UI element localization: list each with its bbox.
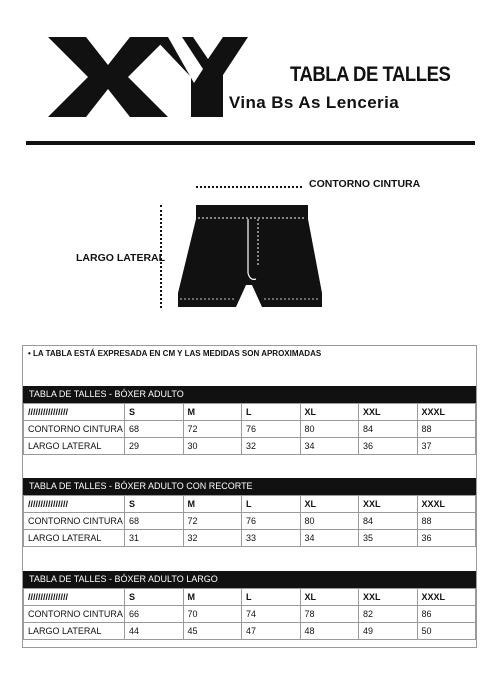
size-cell: XXL: [359, 496, 418, 513]
value-cell: 74: [242, 606, 301, 623]
size-header-row: [24, 496, 476, 513]
table-row: [24, 513, 476, 530]
value-cell: 30: [183, 438, 242, 455]
section-title-boxer-recorte: TABLA DE TALLES - BÓXER ADULTO CON RECORTE: [23, 478, 476, 495]
value-cell: 36: [359, 438, 418, 455]
side-length-label: LARGO LATERAL: [76, 252, 166, 264]
size-cell: L: [242, 589, 301, 606]
size-table-boxer-largo: [23, 588, 476, 640]
value-cell: 32: [183, 530, 242, 547]
row-label: CONTORNO CINTURA: [24, 513, 125, 530]
value-cell: 49: [359, 623, 418, 640]
table-row: [24, 606, 476, 623]
header-cell: ////////////////: [24, 589, 125, 606]
row-label: LARGO LATERAL: [24, 623, 125, 640]
table-row: [24, 623, 476, 640]
size-cell: S: [125, 496, 184, 513]
size-cell: M: [183, 496, 242, 513]
size-cell: L: [242, 496, 301, 513]
size-cell: XL: [300, 404, 359, 421]
size-header-row: [24, 589, 476, 606]
waist-measure-line: [196, 186, 302, 188]
value-cell: 66: [125, 606, 184, 623]
value-cell: 70: [183, 606, 242, 623]
size-table-boxer-adulto: [23, 403, 476, 455]
value-cell: 72: [183, 513, 242, 530]
value-cell: 33: [242, 530, 301, 547]
size-cell: XL: [300, 496, 359, 513]
size-cell: S: [125, 589, 184, 606]
value-cell: 44: [125, 623, 184, 640]
value-cell: 34: [300, 530, 359, 547]
value-cell: 76: [242, 513, 301, 530]
row-label: LARGO LATERAL: [24, 438, 125, 455]
value-cell: 32: [242, 438, 301, 455]
header-cell: ////////////////: [24, 496, 125, 513]
value-cell: 37: [417, 438, 476, 455]
value-cell: 72: [183, 421, 242, 438]
value-cell: 78: [300, 606, 359, 623]
value-cell: 34: [300, 438, 359, 455]
value-cell: 88: [417, 421, 476, 438]
size-table-boxer-recorte: [23, 495, 476, 547]
size-cell: L: [242, 404, 301, 421]
value-cell: 36: [417, 530, 476, 547]
boxer-shorts-icon: [176, 203, 324, 311]
value-cell: 31: [125, 530, 184, 547]
value-cell: 68: [125, 421, 184, 438]
size-header-row: [24, 404, 476, 421]
table-row: [24, 530, 476, 547]
size-cell: S: [125, 404, 184, 421]
value-cell: 76: [242, 421, 301, 438]
value-cell: 88: [417, 513, 476, 530]
value-cell: 48: [300, 623, 359, 640]
table-row: [24, 421, 476, 438]
value-cell: 84: [359, 421, 418, 438]
size-cell: XXXL: [417, 496, 476, 513]
value-cell: 47: [242, 623, 301, 640]
header-divider: [26, 141, 475, 145]
size-cell: M: [183, 404, 242, 421]
header-cell: ////////////////: [24, 404, 125, 421]
table-row: [24, 438, 476, 455]
waist-label: CONTORNO CINTURA: [309, 178, 421, 190]
size-cell: XXL: [359, 404, 418, 421]
page-title: TABLA DE TALLES: [290, 63, 451, 86]
value-cell: 86: [417, 606, 476, 623]
value-cell: 50: [417, 623, 476, 640]
measurement-note: • LA TABLA ESTÁ EXPRESADA EN CM Y LAS MEDIDAS SON APROXIMADAS: [28, 349, 322, 358]
size-cell: XL: [300, 589, 359, 606]
row-label: CONTORNO CINTURA: [24, 421, 125, 438]
value-cell: 35: [359, 530, 418, 547]
value-cell: 45: [183, 623, 242, 640]
section-title-boxer-largo: TABLA DE TALLES - BÓXER ADULTO LARGO: [23, 571, 476, 588]
value-cell: 68: [125, 513, 184, 530]
value-cell: 84: [359, 513, 418, 530]
value-cell: 82: [359, 606, 418, 623]
row-label: CONTORNO CINTURA: [24, 606, 125, 623]
value-cell: 80: [300, 421, 359, 438]
section-title-boxer-adulto: TABLA DE TALLES - BÓXER ADULTO: [23, 386, 476, 403]
row-label: LARGO LATERAL: [24, 530, 125, 547]
value-cell: 29: [125, 438, 184, 455]
size-cell: XXXL: [417, 404, 476, 421]
size-cell: XXXL: [417, 589, 476, 606]
size-cell: M: [183, 589, 242, 606]
value-cell: 80: [300, 513, 359, 530]
store-name: Di Vina Bs As Lenceria: [206, 93, 400, 112]
size-cell: XXL: [359, 589, 418, 606]
